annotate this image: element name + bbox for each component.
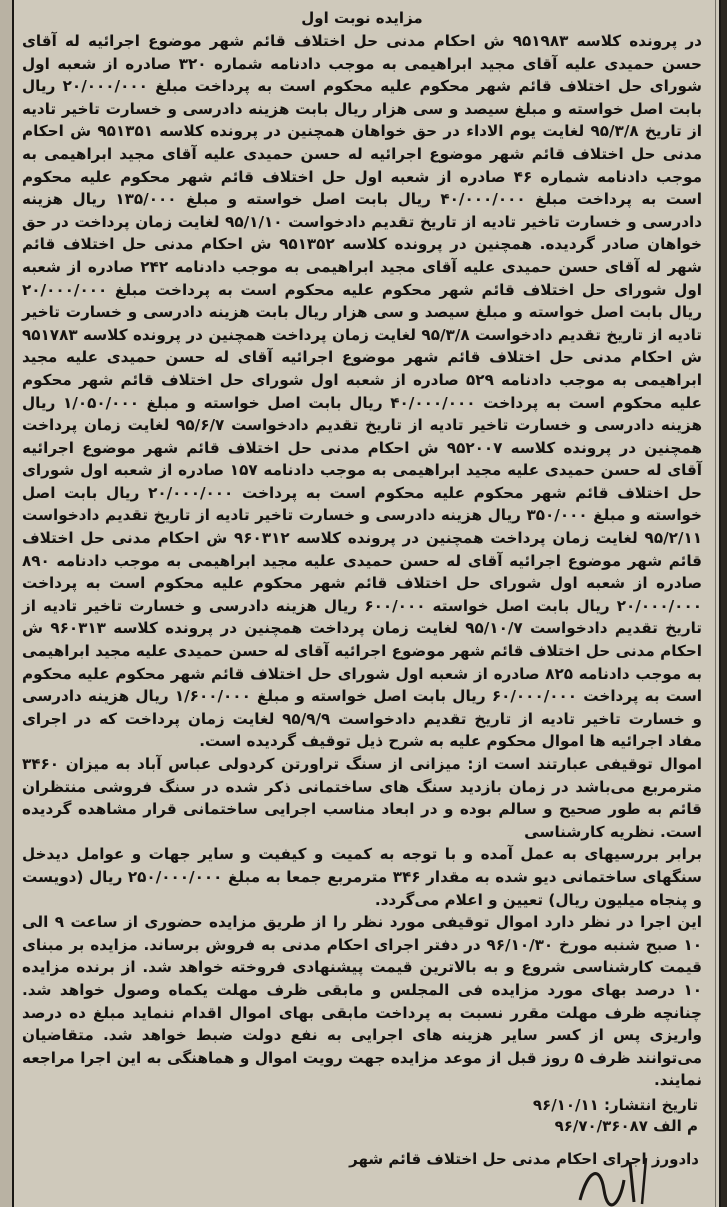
- reference-number: م الف ۹۶/۷۰/۳۶۰۸۷: [554, 1116, 698, 1135]
- left-border-line: [12, 0, 14, 1207]
- notice-paragraph-seized-items: اموال توقیفی عبارتند است از: میزانی از سنگ تراورتن کردولی عباس آباد به میزان ۳۴۶۰ مترمربع می‌باشد در زمان بازدید سنگ های ساختمانی ذکر شده در سنگ فروشی منتظران قائم به طور صحیح و سالم بوده و در ابعاد مناسب اجرایی ساختمانی قرار مشاهده گردیده است. نظریه کارشناسی: [22, 755, 702, 841]
- handwritten-mark: [560, 1150, 680, 1207]
- issuer-signature: دادورز اجرای احکام مدنی حل اختلاف قائم شهر: [349, 1150, 699, 1168]
- notice-title: مزایده نوبت اول: [301, 9, 423, 27]
- right-inner-border-line: [715, 0, 716, 1207]
- notice-paragraph-auction-terms: این اجرا در نظر دارد اموال توقیفی مورد نظر را از طریق مزایده حضوری از ساعت ۹ الی ۱۰ صبح شنبه مورخ ۹۶/۱۰/۳۰ در دفتر اجرای احکام مدنی به فروش برساند. مزایده بر مبنای قیمت کارشناسی شروع و به بالاترین قیمت پیشنهادی فروخته خواهد شد. از برنده مزایده ۱۰ درصد بهای مورد مزایده فی المجلس و مابقی ظرف مهلت یکماه وصول خواهد شد. چنانچه ظرف مهلت مقرر نسبت به پرداخت مابقی بهای اموال اقدام ننماید مبلغ ده درصد واریزی پس از کسر سایر هزینه های اجرایی به نفع دولت ضبط خواهد شد. متقاضیان می‌توانند ظرف ۵ روز قبل از موعد مزایده جهت رویت اموال و هماهنگی به این اجرا مراجعه نمایند.: [22, 913, 702, 1090]
- publish-date: تاریخ انتشار: ۹۶/۱۰/۱۱: [532, 1095, 698, 1114]
- notice-body: [22, 8, 702, 1137]
- left-margin: [0, 0, 12, 1207]
- notice-paragraph-cases: در پرونده کلاسه ۹۵۱۹۸۳ ش احکام مدنی حل اختلاف قائم شهر موضوع اجرائیه له آقای حسن حمیدی علیه آقای مجید ابراهیمی به موجب دادنامه شماره ۳۲۰ صادره از شعبه اول شورای حل اختلاف قائم شهر محکوم علیه محکوم است به پرداخت مبلغ ۲۰/۰۰۰/۰۰۰ ریال بابت اصل خواسته و مبلغ سیصد و سی هزار ریال بابت هزینه دادرسی و خسارت تاخیر تادیه از تاریخ ۹۵/۳/۸ لغایت یوم الاداء در حق خواهان همچنین در پرونده کلاسه ۹۵۱۳۵۱ ش احکام مدنی حل اختلاف قائم شهر موضوع اجرائیه له حسن حمیدی علیه آقای مجید ابراهیمی به موجب دادنامه شماره ۴۶ صادره از شعبه اول حل اختلاف قائم شهر محکوم علیه محکوم است به پرداخت مبلغ ۴۰/۰۰۰/۰۰۰ ریال بابت اصل خواسته و مبلغ ۱۳۵/۰۰۰ ریال هزینه دادرسی و خسارت تاخیر تادیه از تاریخ تقدیم دادخواست ۹۵/۱/۱۰ لغایت زمان پرداخت در حق خواهان صادر گردیده. همچنین در پرونده کلاسه ۹۵۱۳۵۲ ش احکام مدنی حل اختلاف قائم شهر له آقای حسن حمیدی علیه آقای مجید ابراهیمی به موجب دادنامه ۲۴۲ صادره از شعبه اول شورای حل اختلاف قائم شهر محکوم علیه محکوم است به پرداخت مبلغ ۲۰/۰۰۰/۰۰۰ ریال بابت اصل خواسته و مبلغ سیصد و سی هزار ریال بابت هزینه دادرسی و خسارت تاخیر تادیه از تاریخ تقدیم دادخواست ۹۵/۳/۸ لغایت زمان پرداخت همچنین در پرونده کلاسه ۹۵۱۷۸۳ ش احکام مدنی حل اختلاف قائم شهر موضوع اجرائیه آقای له حسن حمیدی علیه مجید ابراهیمی به موجب دادنامه ۵۲۹ صادره از شعبه اول شورای حل اختلاف قائم شهر محکوم علیه محکوم است به پرداخت ۴۰/۰۰۰/۰۰۰ ریال بابت اصل خواسته و مبلغ ۱/۰۵۰/۰۰۰ ریال هزینه دادرسی و خسارت تاخیر تادیه از تاریخ تقدیم دادخواست ۹۵/۶/۷ لغایت زمان پرداخت همچنین در پرونده کلاسه ۹۵۲۰۰۷ ش احکام مدنی حل اختلاف قائم شهر موضوع اجرائیه آقای له حسن حمیدی علیه مجید ابراهیمی به موجب دادنامه ۱۵۷ صادره از شعبه اول شورای حل اختلاف قائم شهر محکوم علیه محکوم است به پرداخت ۲۰/۰۰۰/۰۰۰ ریال بابت اصل خواسته و مبلغ ۳۵۰/۰۰۰ ریال هزینه دادرسی و خسارت تاخیر تادیه از تاریخ تقدیم دادخواست ۹۵/۲/۱۱ لغایت زمان پرداخت همچنین در پرونده کلاسه ۹۶۰۳۱۲ ش احکام مدنی حل اختلاف قائم شهر موضوع اجرائیه آقای له حسن حمیدی علیه مجید ابراهیمی به موجب دادنامه ۸۹۰ صادره از شعبه اول شورای حل اختلاف قائم شهر محکوم علیه محکوم است به پرداخت ۲۰/۰۰۰/۰۰۰ ریال بابت اصل خواسته ۶۰۰/۰۰۰ ریال هزینه دادرسی و خسارت تاخیر تادیه از تاریخ تقدیم دادخواست ۹۵/۱۰/۷ لغایت زمان پرداخت همچنین در پرونده کلاسه ۹۶۰۳۱۳ ش احکام مدنی حل اختلاف قائم شهر موضوع اجرائیه آقای له حسن حمیدی علیه مجید ابراهیمی به موجب دادنامه ۸۲۵ صادره از شعبه اول شورای حل اختلاف قائم شهر محکوم علیه محکوم است به پرداخت ۶۰/۰۰۰/۰۰۰ ریال بابت اصل خواسته و مبلغ ۱/۶۰۰/۰۰۰ ریال هزینه دادرسی و خسارت تاخیر تادیه از تاریخ تقدیم دادخواست ۹۵/۹/۹ لغایت زمان پرداخت که در اجرای مفاد اجرائیه ها اموال محکوم علیه به شرح ذیل توقیف گردیده است.: [22, 32, 703, 751]
- right-dark-edge: [721, 0, 727, 1207]
- notice-paragraph-appraisal: برابر بررسیهای به عمل آمده و با توجه به کمیت و کیفیت و سایر جهات و عوامل دیدخل سنگهای ساختمانی دیو شده به مقدار ۳۴۶ مترمربع جمعا به مبلغ ۲۵۰/۰۰۰/۰۰۰ ریال (دویست و پنجاه میلیون ریال) تعیین و اعلام می‌گردد.: [22, 845, 702, 909]
